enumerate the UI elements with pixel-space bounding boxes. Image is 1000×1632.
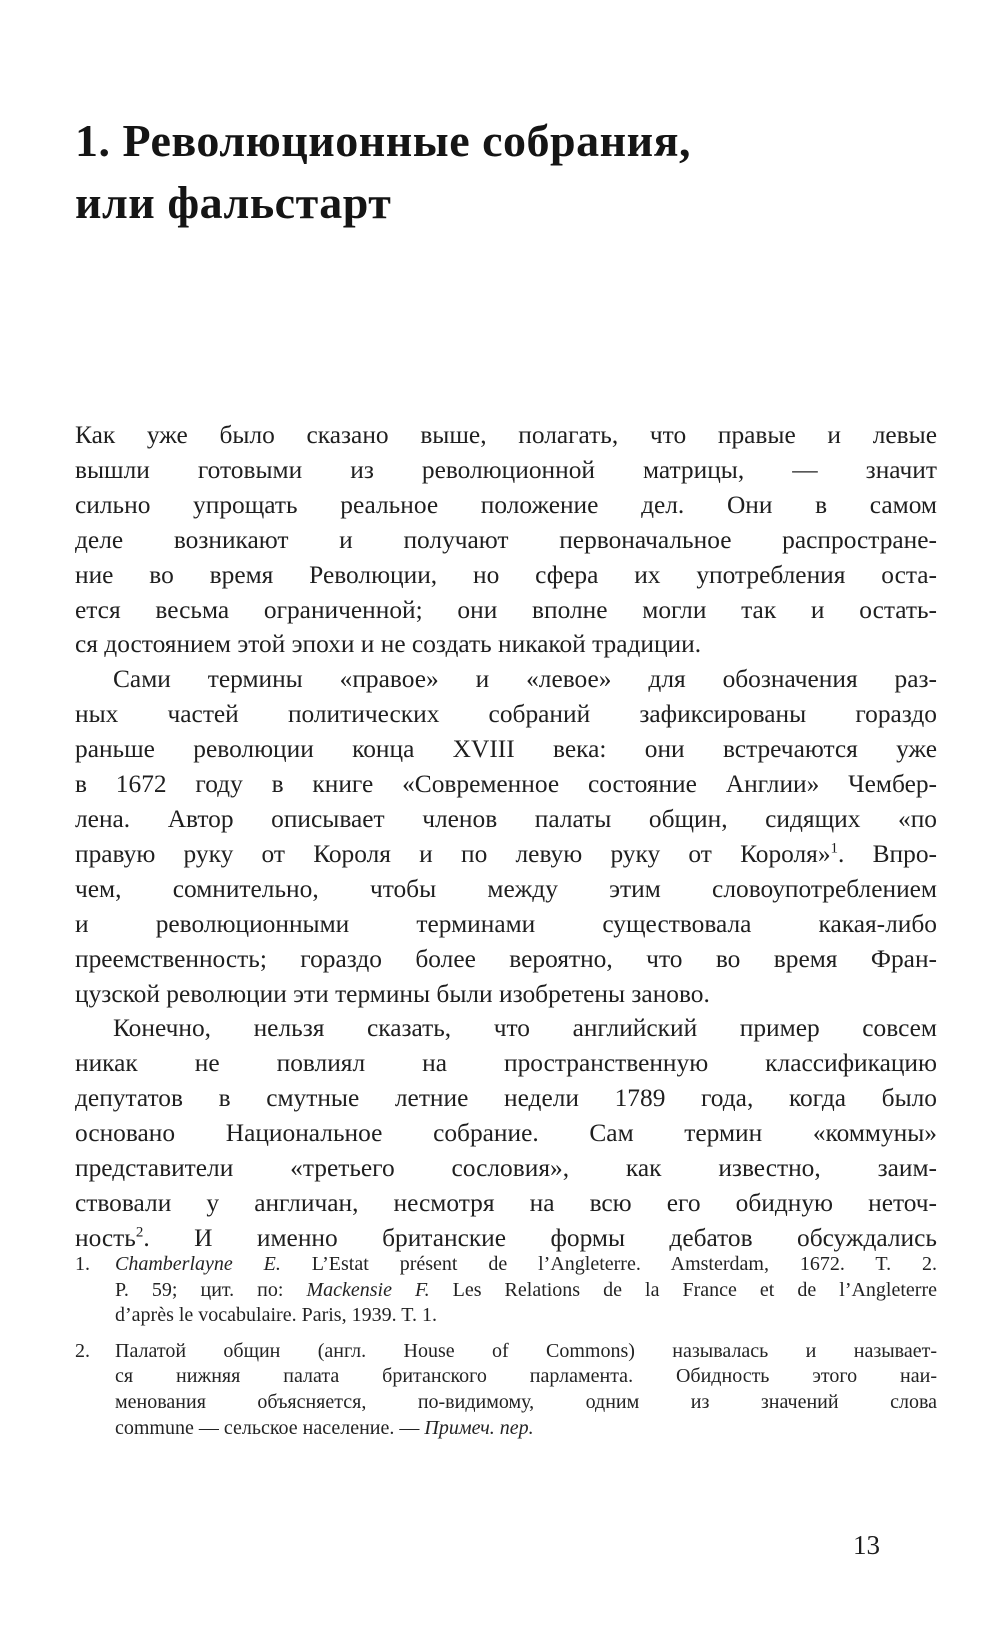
- paragraph-3: [75, 1011, 937, 1255]
- paragraph-1: [75, 418, 937, 662]
- text-line: Как уже было сказано выше, полагать, что правые и левые: [75, 421, 937, 449]
- footnotes: [75, 1252, 937, 1451]
- footnote-line: Палатой общин (англ. House of Commons) называлась и называет-: [115, 1339, 937, 1362]
- text-line: раньше революции конца XVIII века: они встречаются уже: [75, 735, 937, 764]
- text-line: чем, сомнительно, чтобы между этим словоупотреблением: [75, 874, 937, 903]
- footnote-line: [115, 1416, 937, 1442]
- footnote-author: Chamberlayne E.: [115, 1253, 281, 1275]
- text-line: депутатов в смутные летние недели 1789 года, когда было: [75, 1084, 937, 1113]
- text-line: и революционными терминами существовала какая-либо: [75, 909, 937, 938]
- text-line: ется весьма ограниченной; они вполне могли так и остать-: [75, 595, 937, 624]
- footnote-number: 2.: [75, 1339, 90, 1362]
- text-fragment: . Впро-: [838, 839, 937, 868]
- text-line: никак не повлиял на пространственную классификацию: [75, 1049, 937, 1078]
- footnote-marker-1[interactable]: 1: [830, 840, 839, 857]
- footnote-line: менования объясняется, по-видимому, одним из значений слова: [115, 1390, 937, 1413]
- chapter-title-line-1: 1. Революционные собрания,: [75, 115, 692, 166]
- footnote-author: Mackensie F.: [306, 1278, 430, 1301]
- chapter-title: [75, 110, 935, 234]
- text-fragment: И именно британские формы дебатов обсуждались: [194, 1223, 937, 1252]
- text-line: ние во время Революции, но сфера их употребления оста-: [75, 560, 937, 589]
- footnote-1: [75, 1252, 937, 1329]
- text-line: ных частей политических собраний зафиксированы гораздо: [75, 700, 937, 729]
- text-fragment: правую руку от Короля и по левую руку от Короля»: [75, 839, 831, 868]
- footnote-line: [115, 1252, 937, 1278]
- body-text: [75, 418, 937, 1256]
- text-line: в 1672 году в книге «Современное состояние Англии» Чембер-: [75, 770, 937, 799]
- text-fragment: ность: [75, 1223, 136, 1252]
- text-line: цузской революции эти термины были изобретены заново.: [75, 979, 710, 1008]
- footnote-text: commune — сельское население. —: [115, 1416, 425, 1439]
- paragraph-2: [75, 662, 937, 1011]
- page-number: 13: [853, 1530, 880, 1560]
- text-line: представители «третьего сословия», как известно, заим-: [75, 1154, 937, 1183]
- text-line: деле возникают и получают первоначальное распростране-: [75, 525, 937, 554]
- chapter-title-line-2: или фальстарт: [75, 177, 392, 228]
- text-line: вышли готовыми из революционной матрицы, — значит: [75, 455, 937, 484]
- footnote-text: P. 59; цит. по:: [115, 1278, 307, 1301]
- footnote-text: L’Estat présent de l’Angleterre. Amsterdam, 1672. T. 2.: [280, 1253, 937, 1275]
- translator-note: Примеч. пер.: [424, 1416, 534, 1439]
- footnote-line: ся нижняя палата британского парламента. Обидность этого наи-: [115, 1365, 937, 1388]
- footnote-line: d’après le vocabulaire. Paris, 1939. T. 1.: [115, 1304, 437, 1327]
- text-line-with-footnote: [75, 837, 937, 872]
- text-line: Конечно, нельзя сказать, что английский пример совсем: [113, 1014, 937, 1043]
- text-line: ся достоянием этой эпохи и не создать никакой традиции.: [75, 630, 702, 659]
- text-line-with-footnote: ность$^2$. И именно британские формы дебатов обсуждались: [75, 1223, 937, 1252]
- footnote-marker-2[interactable]: 2: [135, 1224, 144, 1241]
- text-line: сильно упрощать реальное положение дел. Они в самом: [75, 490, 937, 519]
- footnote-line: [115, 1278, 937, 1304]
- footnote-number: 1.: [75, 1253, 90, 1275]
- text-line: основано Национальное собрание. Сам термин «коммуны»: [75, 1119, 937, 1148]
- text-line: Сами термины «правое» и «левое» для обозначения раз-: [113, 665, 937, 694]
- footnote-text: Les Relations de la France et de l’Angleterre: [429, 1278, 937, 1301]
- text-line: ствовали у англичан, несмотря на всю его обидную неточ-: [75, 1188, 937, 1217]
- footnote-2: [75, 1339, 937, 1441]
- text-line: лена. Автор описывает членов палаты общин, сидящих «по: [75, 804, 937, 833]
- text-line: преемственность; гораздо более вероятно, что во время Фран-: [75, 944, 937, 973]
